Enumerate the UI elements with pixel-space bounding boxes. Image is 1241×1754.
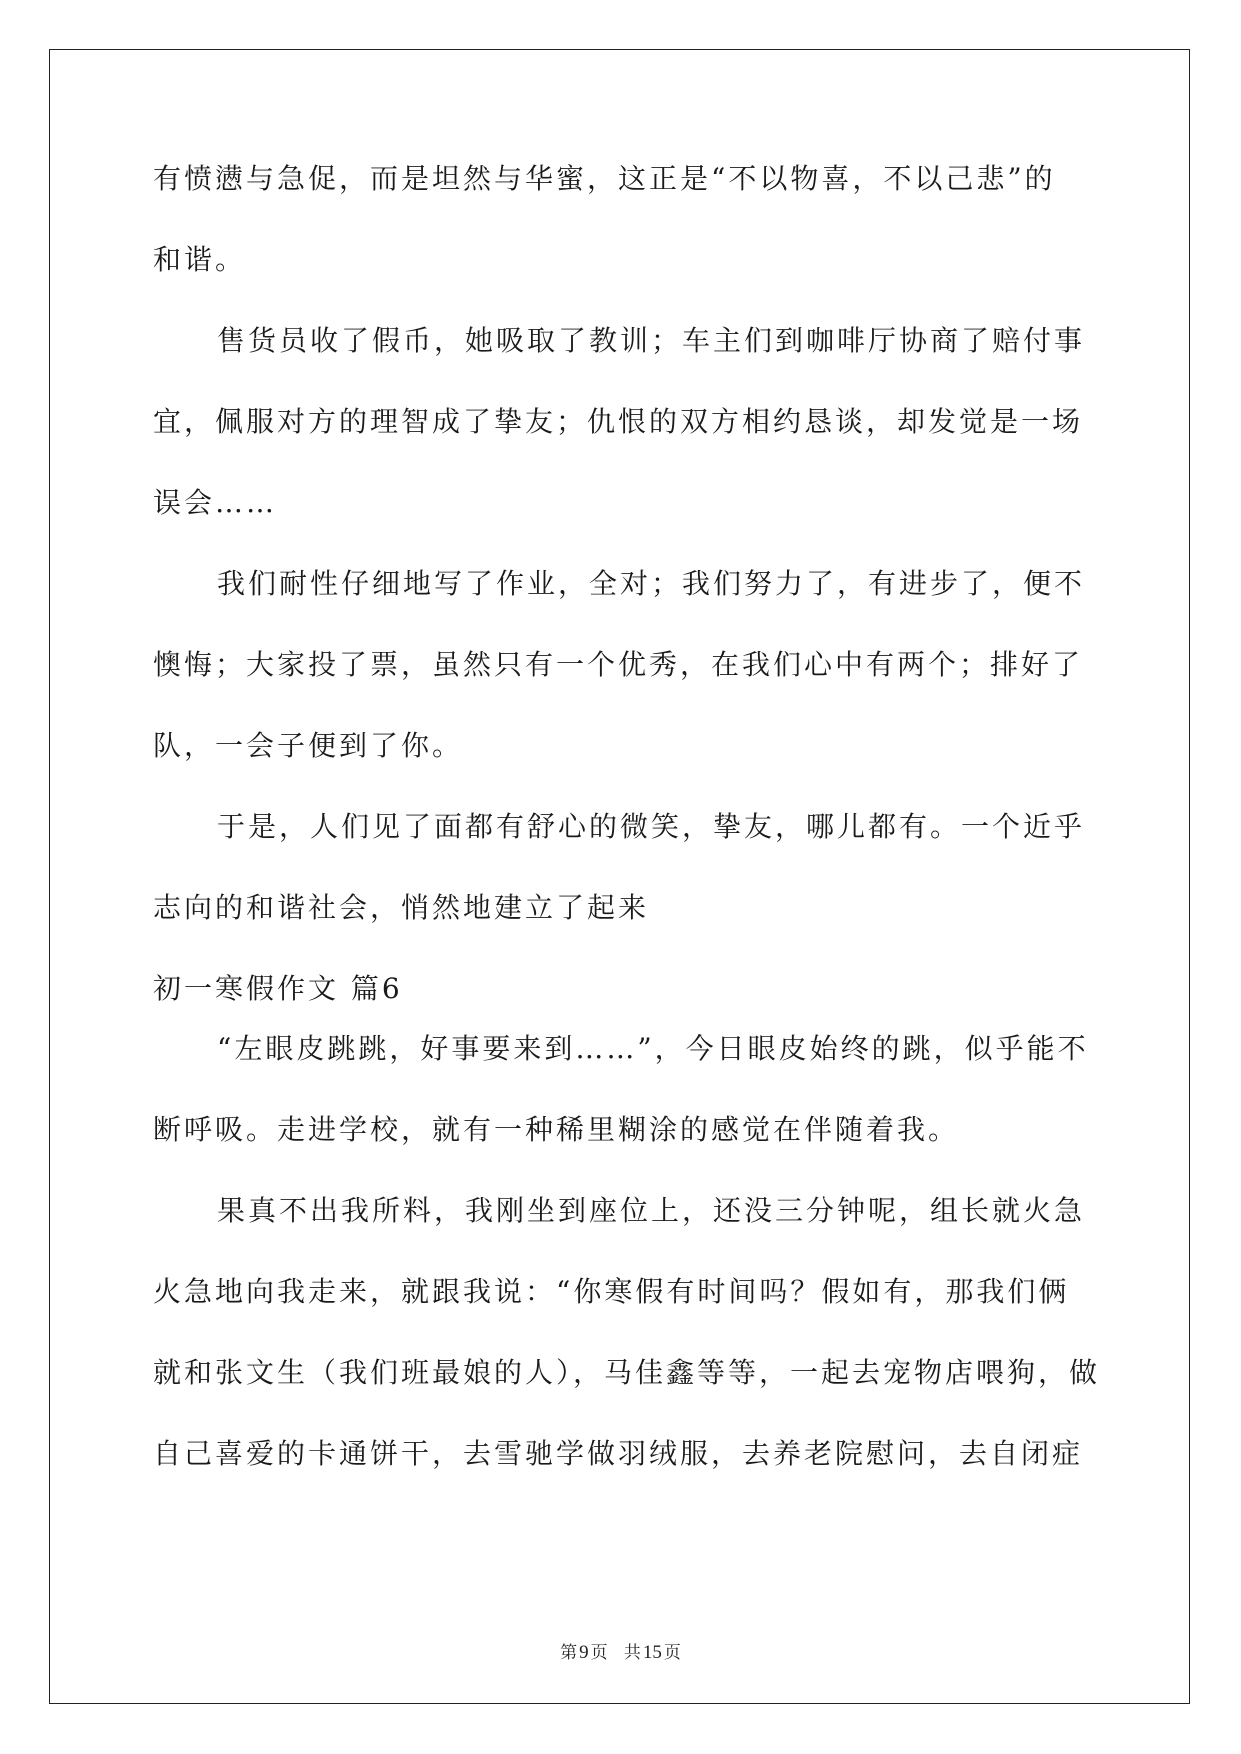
page-footer <box>0 1638 1241 1664</box>
paragraph-line: 志向的和谐社会，悄然地建立了起来 <box>153 891 650 924</box>
paragraph <box>153 1030 1093 1192</box>
footer-prefix: 第 <box>560 1643 578 1663</box>
paragraph <box>153 565 1093 808</box>
document-body <box>153 160 1101 1516</box>
footer-total-pages: 15 <box>642 1642 662 1663</box>
footer-page-number: 9 <box>579 1642 589 1663</box>
paragraph <box>153 808 1093 970</box>
paragraph-line: 售货员收了假币，她吸取了教训；车主们到咖啡厅协商了赔付事 <box>217 324 1086 357</box>
paragraph-line: 队，一会子便到了你。 <box>153 729 464 762</box>
paragraph <box>153 1192 1101 1516</box>
paragraph-line: “左眼皮跳跳，好事要来到……”，今日眼皮始终的跳，似乎能不 <box>217 1032 1089 1065</box>
paragraphs-before <box>153 160 1093 970</box>
footer-total-prefix: 共 <box>623 1643 641 1663</box>
paragraph-line: 懊悔；大家投了票，虽然只有一个优秀，在我们心中有两个；排好了 <box>153 648 1084 681</box>
footer-total-suffix: 页 <box>663 1643 681 1663</box>
paragraph <box>153 160 1093 322</box>
paragraph-line: 自己喜爱的卡通饼干，去雪驰学做羽绒服，去养老院慰问，去自闭症 <box>153 1437 1084 1470</box>
paragraph-line: 宜，佩服对方的理智成了挚友；仇恨的双方相约恳谈，却发觉是一场 <box>153 405 1084 438</box>
paragraph-line: 有愤懑与急促，而是坦然与华蜜，这正是“不以物喜，不以己悲”的 <box>153 162 1056 195</box>
paragraph-line: 就和张文生（我们班最娘的人），马佳鑫等等，一起去宠物店喂狗，做 <box>153 1356 1101 1389</box>
paragraph-line: 果真不出我所料，我刚坐到座位上，还没三分钟呢，组长就火急 <box>217 1194 1086 1227</box>
paragraph-line: 和谐。 <box>153 243 247 276</box>
footer-page-suffix: 页 <box>590 1643 608 1663</box>
paragraphs-after <box>153 1030 1101 1516</box>
paragraph-line: 断呼吸。走进学校，就有一种稀里糊涂的感觉在伴随着我。 <box>153 1113 960 1146</box>
paragraph-line: 于是，人们见了面都有舒心的微笑，挚友，哪儿都有。一个近乎 <box>217 810 1086 843</box>
paragraph-line: 误会…… <box>153 486 278 519</box>
paragraph <box>153 322 1093 565</box>
paragraph-line: 我们耐性仔细地写了作业，全对；我们努力了，有进步了，便不 <box>217 567 1086 600</box>
paragraph-line: 火急地向我走来，就跟我说：“你寒假有时间吗？假如有，那我们俩 <box>153 1275 1070 1308</box>
section-heading: 初一寒假作文 篇6 <box>153 972 403 1005</box>
